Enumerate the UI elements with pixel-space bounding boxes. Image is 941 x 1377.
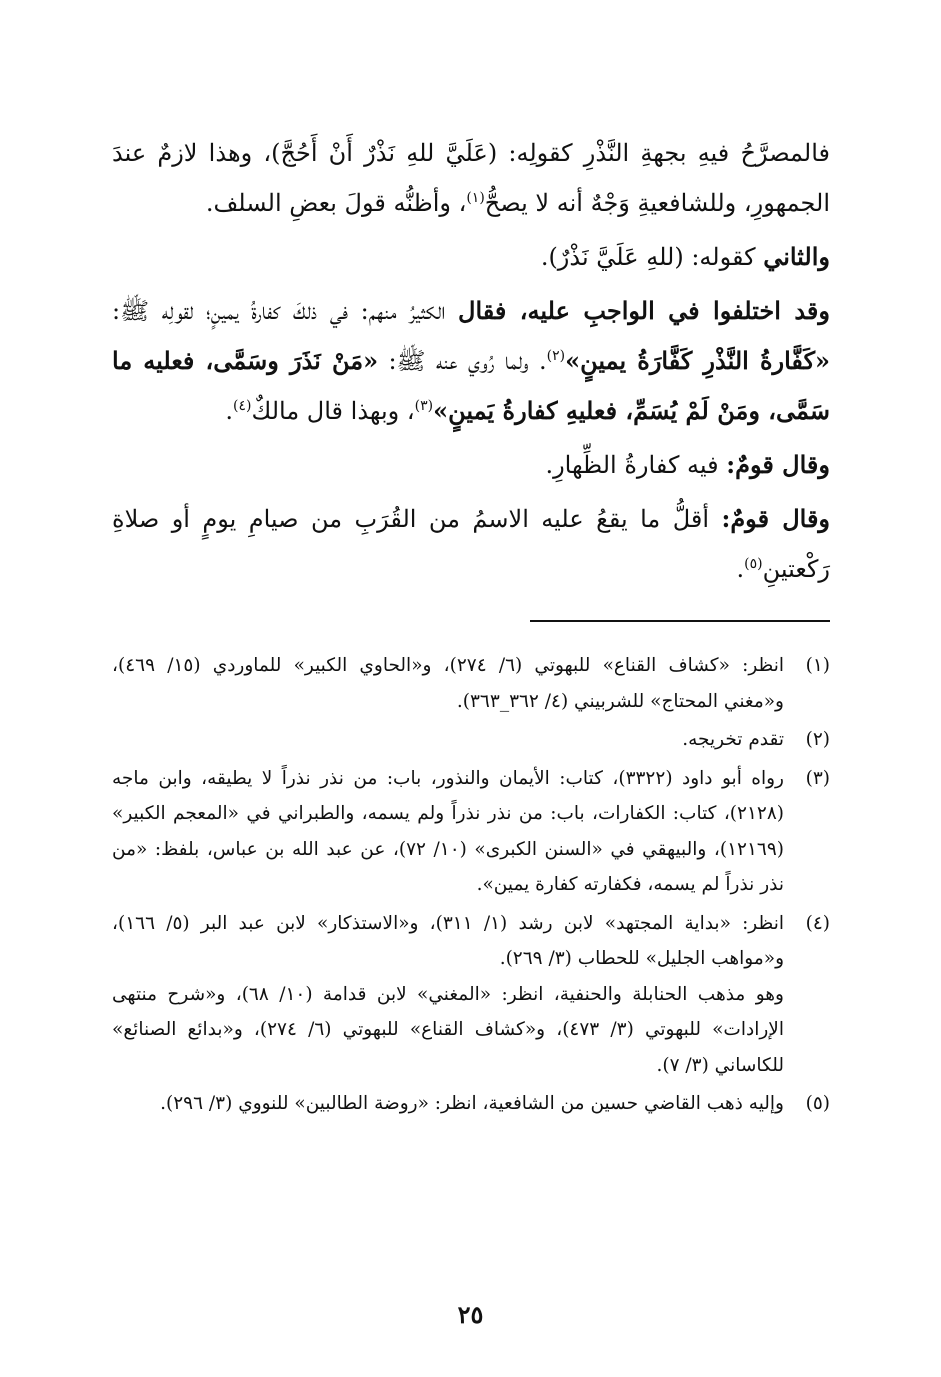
paragraph-3-lead: وقد اختلفوا في الواجبِ عليه، فقال [458, 296, 830, 325]
footnote-body [112, 722, 784, 758]
paragraph-3-period: . [225, 397, 233, 425]
footnote-number: (٢) [805, 729, 830, 750]
footnote-number: (٥) [805, 1093, 830, 1114]
footnote-text: تقدم تخريجه. [682, 729, 784, 750]
paragraph-3-text-2: . ولما رُوي عنه ﷺ: [378, 347, 547, 375]
paragraph-2 [112, 232, 830, 282]
paragraph-2-lead: والثاني [763, 242, 830, 271]
footnote-ref-2: (٢) [546, 348, 566, 364]
paragraph-3-text: الكثيرُ منهم: في ذلكَ كفارةُ يمينٍ؛ لقولِه ﷺ: [112, 297, 459, 325]
footnotes [112, 648, 830, 1122]
footnote-divider-wrap [112, 598, 830, 648]
footnote-body [112, 648, 784, 719]
paragraph-5-period: . [736, 555, 745, 583]
footnote-2 [112, 722, 830, 758]
footnote-ref-3: (٣) [414, 398, 434, 414]
paragraph-1-text: فالمصرَّحُ فيهِ بجهةِ النَّذْرِ كقولِه: (عَلَيَّ للهِ نَذْرٌ أَنْ أَحُجَّ)، وهذا لازمٌ عندَ الجمهورِ، وللشافعيةِ وَجْهٌ أنه لا يصحُّ [112, 139, 830, 217]
footnote-number: (٣) [805, 767, 830, 789]
paragraph-4-lead: وقال قومٌ: [726, 450, 830, 479]
footnote-number: (١) [805, 655, 830, 676]
book-page [112, 128, 830, 1125]
footnote-4 [112, 906, 830, 1084]
paragraph-5 [112, 494, 830, 594]
paragraph-5-lead: وقال قومٌ: [721, 504, 831, 533]
paragraph-4 [112, 440, 830, 490]
paragraph-4-text: فيه كفارةُ الظِّهارِ. [545, 451, 727, 479]
footnote-text: انظر: «بداية المجتهد» لابن رشد (١/ ٣١١)، و«الاستذكار» لابن عبد البر (٥/ ١٦٦)، و«مواهب الجليل» للحطاب (٣/ ٢٦٩). [112, 912, 784, 969]
paragraph-1-end: ، وأظنُّه قولَ بعضِ السلف. [205, 189, 467, 217]
paragraph-2-text: كقوله: (للهِ عَلَيَّ نَذْرٌ). [540, 243, 764, 271]
footnote-ref-1: (١) [466, 190, 485, 206]
page-number: ٢٥ [457, 1300, 484, 1329]
footnote-body [112, 1086, 784, 1122]
paragraph-1 [112, 128, 830, 228]
footnote-text: وهو مذهب الحنابلة والحنفية، انظر: «المغني» لابن قدامة (١٠/ ٦٨)، و«شرح منتهى الإرادات» للبهوتي (٣/ ٤٧٣)، و«كشاف القناع» للبهوتي (٦/ ٢٧٤)، و«بدائع الصنائع» للكاساني (٣/ ٧). [112, 983, 784, 1076]
footnote-body [112, 906, 784, 1084]
paragraph-5-text: أقلُّ ما يقعُ عليه الاسمُ من القُرَبِ من صيامِ يومٍ أو صلاةِ رَكْعتينِ [112, 505, 830, 583]
paragraph-3-end: ، وبهذا قال مالكٌ [251, 397, 415, 425]
footnote-text: رواه أبو داود (٣٣٢٢)، كتاب: الأيمان والنذور، باب: من نذر نذراً لا يطيقه، وابن ماجه (٢١٢٨)، كتاب: الكفارات، باب: من نذر نذراً ولم يسمه، والطبراني في «المعجم الكبير» (١٢١٦٩)، والبيهقي في «السنن الكبرى» (١٠/ ٧٢)، عن عبد الله بن عباس، بلفظ: «من نذر نذراً لم يسمه، فكفارته كفارة يمين». [112, 767, 784, 895]
footnote-number: (٤) [805, 912, 830, 934]
footnote-text: انظر: «كشاف القناع» للبهوتي (٦/ ٢٧٤)، و«الحاوي الكبير» للماوردي (١٥/ ٤٦٩)، و«مغني المحتاج» للشربيني (٤/ ٣٦٢_٣٦٣). [112, 655, 784, 712]
main-text [112, 128, 830, 594]
footnote-3 [112, 761, 830, 903]
footnote-ref-4: (٤) [233, 398, 252, 414]
footnote-text: وإليه ذهب القاضي حسين من الشافعية، انظر: «روضة الطالبين» للنووي (٣/ ٢٩٦). [160, 1093, 784, 1114]
footnote-5 [112, 1086, 830, 1122]
footnote-ref-5: (٥) [744, 556, 763, 572]
footnote-body [112, 761, 784, 903]
footnote-1 [112, 648, 830, 719]
footnote-divider [530, 620, 830, 622]
paragraph-3 [112, 286, 830, 436]
hadith-1: «كَفَّارةُ النَّذْرِ كَفَّارَةُ يمينٍ» [565, 346, 830, 375]
hadith-2: «مَنْ نَذَرَ وسَمَّى، فعليه ما سَمَّى، ومَنْ لَمْ يُسَمِّ، فعليهِ كفارةُ يَمينٍ» [112, 346, 830, 425]
